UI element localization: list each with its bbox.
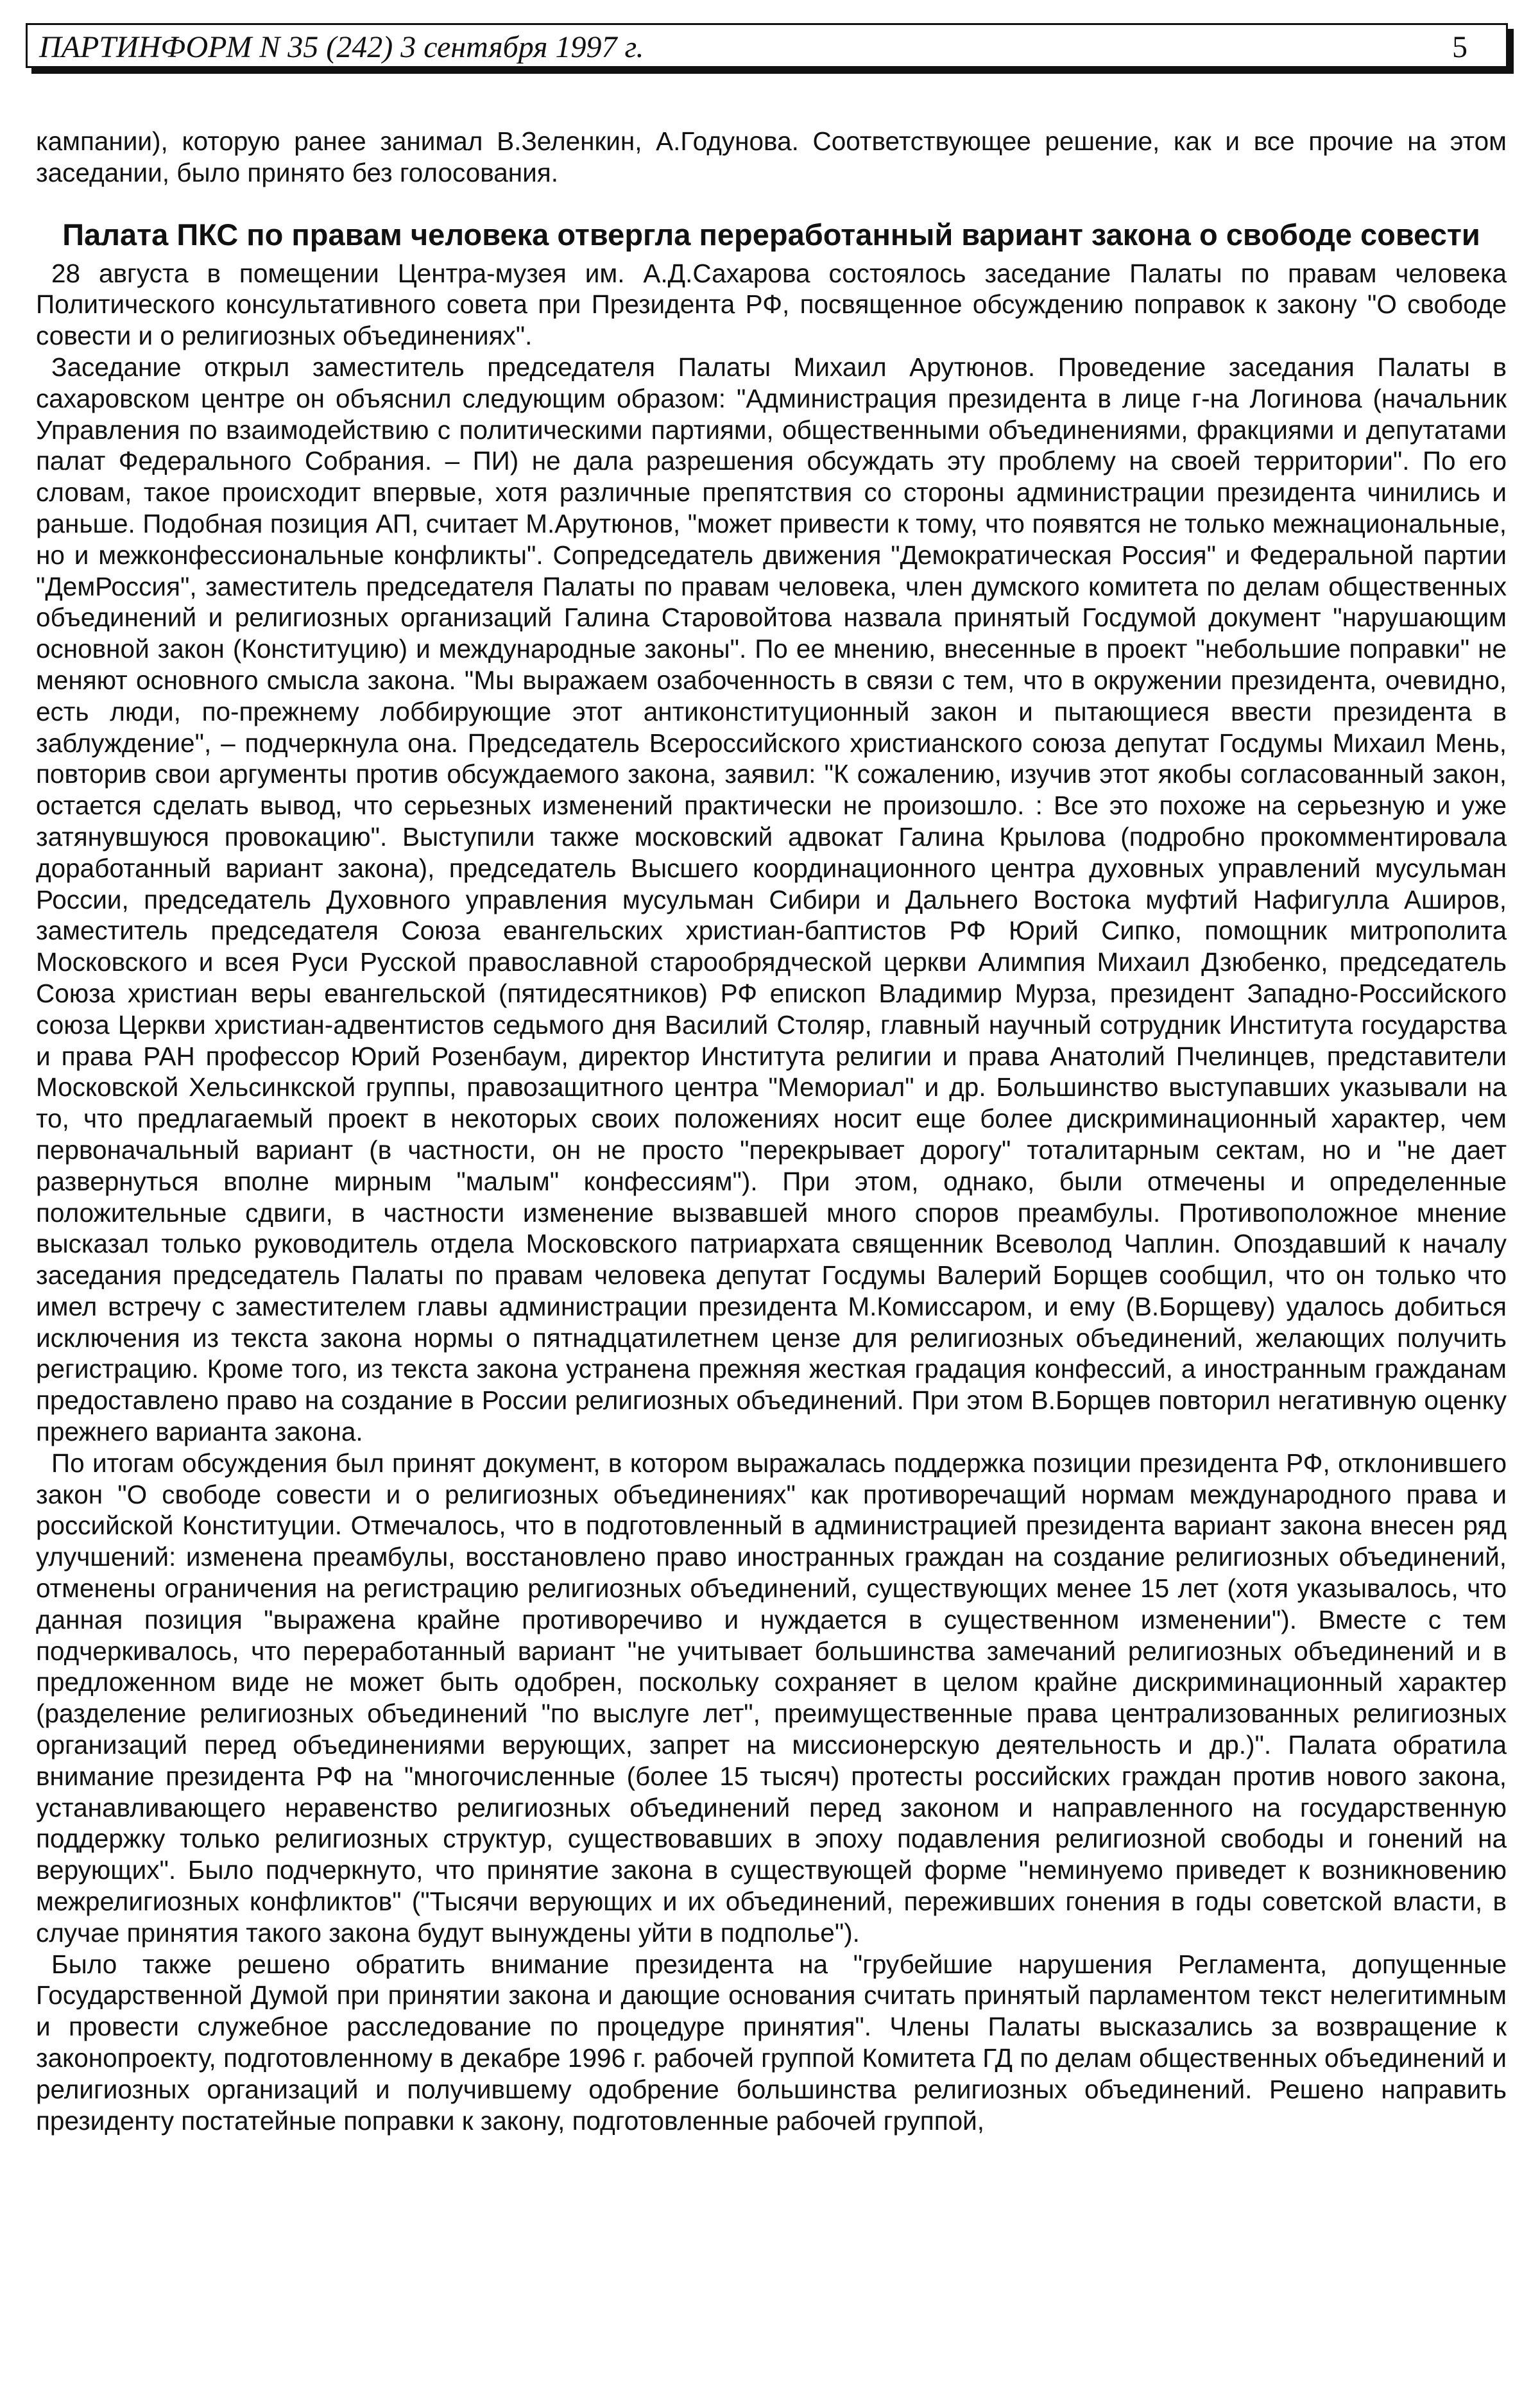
article-headline: Палата ПКС по правам человека отвергла переработанный вариант закона о свободе совести	[62, 217, 1480, 252]
article-body	[36, 126, 1507, 2136]
article-paragraph-3: По итогам обсуждения был принят документ, в котором выражалась поддержка позиции президента РФ, отклонившего закон "О свободе совести и о религиозных объединениях" как противоречащий нормам международного права и российской Конституции. Отмечалось, что в подготовленный в администрацией президента вариант закона внесен ряд улучшений: изменена преамбулы, восстановлено право иностранных граждан на создание религиозных объединений, отменены ограничения на регистрацию религиозных объединений, существующих менее 15 лет (хотя указывалось, что данная позиция "выражена крайне противоречиво и нуждается в существенном изменении"). Вместе с тем подчеркивалось, что переработанный вариант "не учитывает большинства замечаний религиозных объединений и в предложенном виде не может быть одобрен, поскольку сохраняет в целом крайне дискриминационный характер (разделение религиозных объединений "по выслуге лет", преимущественные права централизованных религиозных организаций перед объединениями верующих, запрет на миссионерскую деятельность и др.)". Палата обратила внимание президента РФ на "многочисленные (более 15 тысяч) протесты российских граждан против нового закона, устанавливающего неравенство религиозных объединений перед законом и направленного на государственную поддержку только религиозных структур, существовавших в эпоху подавления религиозной свободы и гонений на верующих". Было подчеркнуто, что принятие закона в существующей форме "неминуемо приведет к возникновению межрелигиозных конфликтов" ("Тысячи верующих и их объединений, переживших гонения в годы советской власти, в случае принятия такого закона будут вынуждены уйти в подполье").	[36, 1448, 1507, 1948]
article-paragraph-1: 28 августа в помещении Центра-музея им. А.Д.Сахарова состоялось заседание Палаты по правам человека Политического консультативного совета при Президента РФ, посвященное обсуждению поправок к закону "О свободе совести и о религиозных объединениях".	[36, 258, 1507, 351]
article-paragraph-2: Заседание открыл заместитель председателя Палаты Михаил Арутюнов. Проведение заседания Палаты в сахаровском центре он объяснил следующим образом: "Администрация президента в лице г-на Логинова (начальник Управления по взаимодействию с политическими партиями, общественными объединениями, фракциями и депутатами палат Федерального Собрания. – ПИ) не дала разрешения обсуждать эту проблему на своей территории". По его словам, такое происходит впервые, хотя различные препятствия со стороны администрации президента чинились и раньше. Подобная позиция АП, считает М.Арутюнов, "может привести к тому, что появятся не только межнациональные, но и межконфессиональные конфликты". Сопредседатель движения "Демократическая Россия" и Федеральной партии "ДемРоссия", заместитель председателя Палаты по правам человека, член думского комитета по делам общественных объединений и религиозных организаций Галина Старовойтова назвала принятый Госдумой документ "нарушающим основной закон (Конституцию) и международные законы". По ее мнению, внесенные в проект "небольшие поправки" не меняют основного смысла закона. "Мы выражаем озабоченность в связи с тем, что в окружении президента, очевидно, есть люди, по-прежнему лоббирующие этот антиконституционный закон и пытающиеся ввести президента в заблуждение", – подчеркнула она. Председатель Всероссийского христианского союза депутат Госдумы Михаил Мень, повторив свои аргументы против обсуждаемого закона, заявил: "К сожалению, изучив этот якобы согласованный закон, остается сделать вывод, что серьезных изменений практически не произошло. : Все это похоже на серьезную и уже затянувшуюся провокацию". Выступили также московский адвокат Галина Крылова (подробно прокомментировала доработанный вариант закона), председатель Высшего координационного центра духовных управлений мусульман России, председатель Духовного управления мусульман Сибири и Дальнего Востока муфтий Нафигулла Аширов, заместитель председателя Союза евангельских христиан-баптистов РФ Юрий Сипко, помощник митрополита Московского и всея Руси Русской православной старообрядческой церкви Алимпия Михаил Дзюбенко, председатель Союза христиан веры евангельской (пятидесятников) РФ епископ Владимир Мурза, президент Западно-Российского союза Церкви христиан-адвентистов седьмого дня Василий Столяр, главный научный сотрудник Института государства и права РАН профессор Юрий Розенбаум, директор Института религии и права Анатолий Пчелинцев, представители Московской Хельсинкской группы, правозащитного центра "Мемориал" и др. Большинство выступавших указывали на то, что предлагаемый проект в некоторых своих положениях носит еще более дискриминационный характер, чем первоначальный вариант (в частности, он не просто "перекрывает дорогу" тоталитарным сектам, но и "не дает развернуться вполне мирным "малым" конфессиям"). При этом, однако, были отмечены и определенные положительные сдвиги, в частности изменение вызвавшей много споров преамбулы. Противоположное мнение высказал только руководитель отдела Московского патриархата священник Всеволод Чаплин. Опоздавший к началу заседания председатель Палаты по правам человека депутат Госдумы Валерий Борщев сообщил, что он только что имел встречу с заместителем главы администрации президента М.Комиссаром, и ему (В.Борщеву) удалось добиться исключения из текста закона нормы о пятнадцатилетнем цензе для религиозных объединений, желающих получить регистрацию. Кроме того, из текста закона устранена прежняя жесткая градация конфессий, а иностранным гражданам предоставлено право на создание в России религиозных объединений. При этом В.Борщев повторил негативную оценку прежнего варианта закона.	[36, 352, 1507, 1447]
page-header	[26, 23, 1508, 68]
newspaper-issue-title: ПАРТИНФОРМ N 35 (242) 3 сентября 1997 г.	[39, 30, 644, 64]
continued-paragraph: кампании), которую ранее занимал В.Зеленкин, А.Годунова. Соответствующее решение, как и все прочие на этом заседании, было принято без голосования.	[36, 126, 1507, 187]
article-paragraph-4: Было также решено обратить внимание президента на "грубейшие нарушения Регламента, допущенные Государственной Думой при принятии закона и дающие основания считать принятый парламентом текст нелегитимным и провести служебное расследование по процедуре принятия". Члены Палаты высказались за возвращение к законопроекту, подготовленному в декабре 1996 г. рабочей группой Комитета ГД по делам общественных объединений и религиозных организаций и получившему одобрение большинства религиозных объединений. Решено направить президенту постатейные поправки к закону, подготовленные рабочей группой,	[36, 1949, 1507, 2136]
page-number: 5	[1452, 30, 1467, 64]
